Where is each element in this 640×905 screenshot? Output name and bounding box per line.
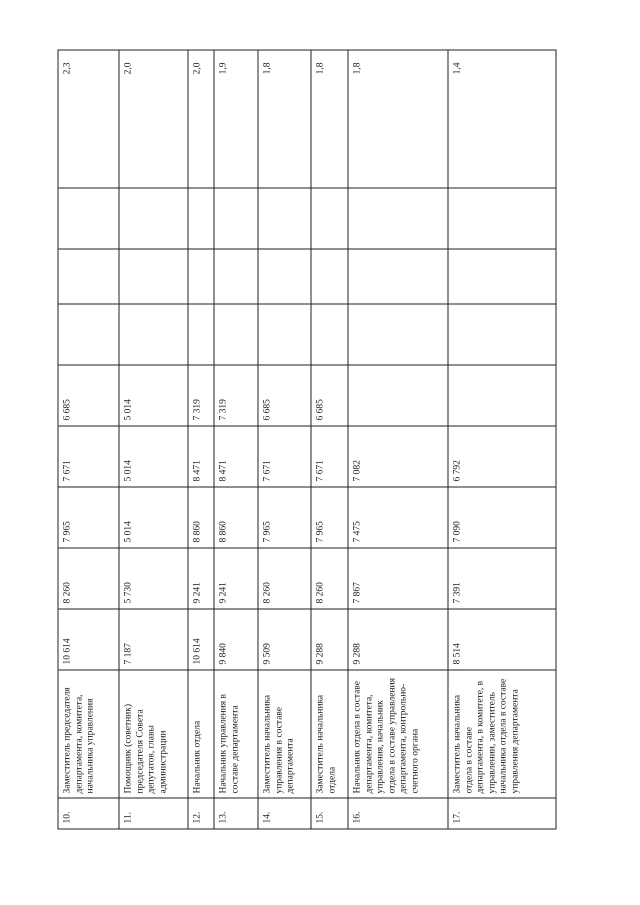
salary-value: 9 288 [348, 609, 448, 670]
empty-cell [258, 188, 311, 249]
position-title: Начальник отдела [188, 670, 214, 798]
coefficient-value: 1,4 [448, 50, 556, 188]
coefficient-value: 1,8 [348, 50, 448, 188]
empty-cell [119, 188, 188, 249]
table-row [188, 50, 214, 829]
row-number: 15. [311, 798, 348, 829]
salary-value: 6 792 [448, 426, 556, 487]
empty-cell [188, 304, 214, 365]
salary-value: 8 471 [214, 426, 258, 487]
position-title: Заместитель начальника отдела в составе департамента, в комитете, в управлении, заместитель начальника отдела в составе управления департамента [448, 670, 556, 798]
rotated-salary-table-container [57, 50, 555, 829]
position-title: Заместитель начальника отдела [311, 670, 348, 798]
salary-value: 7 867 [348, 548, 448, 609]
table-row [214, 50, 258, 829]
empty-cell [58, 304, 119, 365]
empty-cell [258, 304, 311, 365]
row-number: 14. [258, 798, 311, 829]
salary-value: 8 260 [58, 548, 119, 609]
table-row [258, 50, 311, 829]
empty-cell [348, 249, 448, 304]
salary-value: 5 014 [119, 365, 188, 426]
salary-value: 9 288 [311, 609, 348, 670]
row-number: 13. [214, 798, 258, 829]
table-row [311, 50, 348, 829]
position-title: Заместитель начальника управления в составе департамента [258, 670, 311, 798]
salary-value [348, 365, 448, 426]
row-number: 12. [188, 798, 214, 829]
salary-value: 7 671 [58, 426, 119, 487]
salary-value: 9 241 [214, 548, 258, 609]
coefficient-value: 1,8 [258, 50, 311, 188]
coefficient-value: 2,0 [119, 50, 188, 188]
salary-value: 7 391 [448, 548, 556, 609]
salary-value: 6 685 [258, 365, 311, 426]
salary-value: 7 319 [214, 365, 258, 426]
salary-value: 9 509 [258, 609, 311, 670]
salary-value: 10 614 [58, 609, 119, 670]
row-number: 16. [348, 798, 448, 829]
empty-cell [448, 249, 556, 304]
salary-value: 8 471 [188, 426, 214, 487]
salary-value: 7 319 [188, 365, 214, 426]
table-row [58, 50, 119, 829]
coefficient-value: 1,9 [214, 50, 258, 188]
empty-cell [311, 304, 348, 365]
empty-cell [311, 188, 348, 249]
salary-value: 7 082 [348, 426, 448, 487]
salary-value: 5 014 [119, 426, 188, 487]
empty-cell [119, 249, 188, 304]
salary-value: 7 671 [258, 426, 311, 487]
position-title: Начальник отдела в составе департамента, комитета, управления, начальник отдела в составе управления департамента, контрольно-счетного органа [348, 670, 448, 798]
empty-cell [448, 304, 556, 365]
empty-cell [348, 188, 448, 249]
position-title: Начальник управления в составе департамента [214, 670, 258, 798]
salary-value [448, 365, 556, 426]
empty-cell [448, 188, 556, 249]
salary-value: 5 014 [119, 487, 188, 548]
salary-value: 7 965 [311, 487, 348, 548]
empty-cell [58, 249, 119, 304]
salary-value: 7 475 [348, 487, 448, 548]
empty-cell [214, 304, 258, 365]
table-row [119, 50, 188, 829]
salary-value: 10 614 [188, 609, 214, 670]
coefficient-value: 2,0 [188, 50, 214, 188]
empty-cell [214, 249, 258, 304]
empty-cell [188, 249, 214, 304]
empty-cell [258, 249, 311, 304]
salary-value: 8 514 [448, 609, 556, 670]
empty-cell [348, 304, 448, 365]
salary-value: 7 965 [58, 487, 119, 548]
salary-value: 6 685 [311, 365, 348, 426]
salary-value: 9 840 [214, 609, 258, 670]
salary-value: 8 260 [258, 548, 311, 609]
empty-cell [58, 188, 119, 249]
salary-value: 7 965 [258, 487, 311, 548]
empty-cell [188, 188, 214, 249]
row-number: 10. [58, 798, 119, 829]
table-row [348, 50, 448, 829]
salary-value: 8 260 [311, 548, 348, 609]
salary-value: 7 671 [311, 426, 348, 487]
empty-cell [214, 188, 258, 249]
salary-value: 7 090 [448, 487, 556, 548]
position-title: Помощник (советник) председателя Совета депутатов, главы администрации [119, 670, 188, 798]
salary-value: 7 187 [119, 609, 188, 670]
row-number: 17. [448, 798, 556, 829]
salary-value: 8 860 [188, 487, 214, 548]
salary-value: 6 685 [58, 365, 119, 426]
salary-table [57, 49, 556, 829]
coefficient-value: 2,3 [58, 50, 119, 188]
row-number: 11. [119, 798, 188, 829]
position-title: Заместитель председателя департамента, комитета, начальника управления [58, 670, 119, 798]
table-row [448, 50, 556, 829]
salary-value: 5 730 [119, 548, 188, 609]
empty-cell [119, 304, 188, 365]
salary-value: 9 241 [188, 548, 214, 609]
coefficient-value: 1,8 [311, 50, 348, 188]
empty-cell [311, 249, 348, 304]
salary-value: 8 860 [214, 487, 258, 548]
